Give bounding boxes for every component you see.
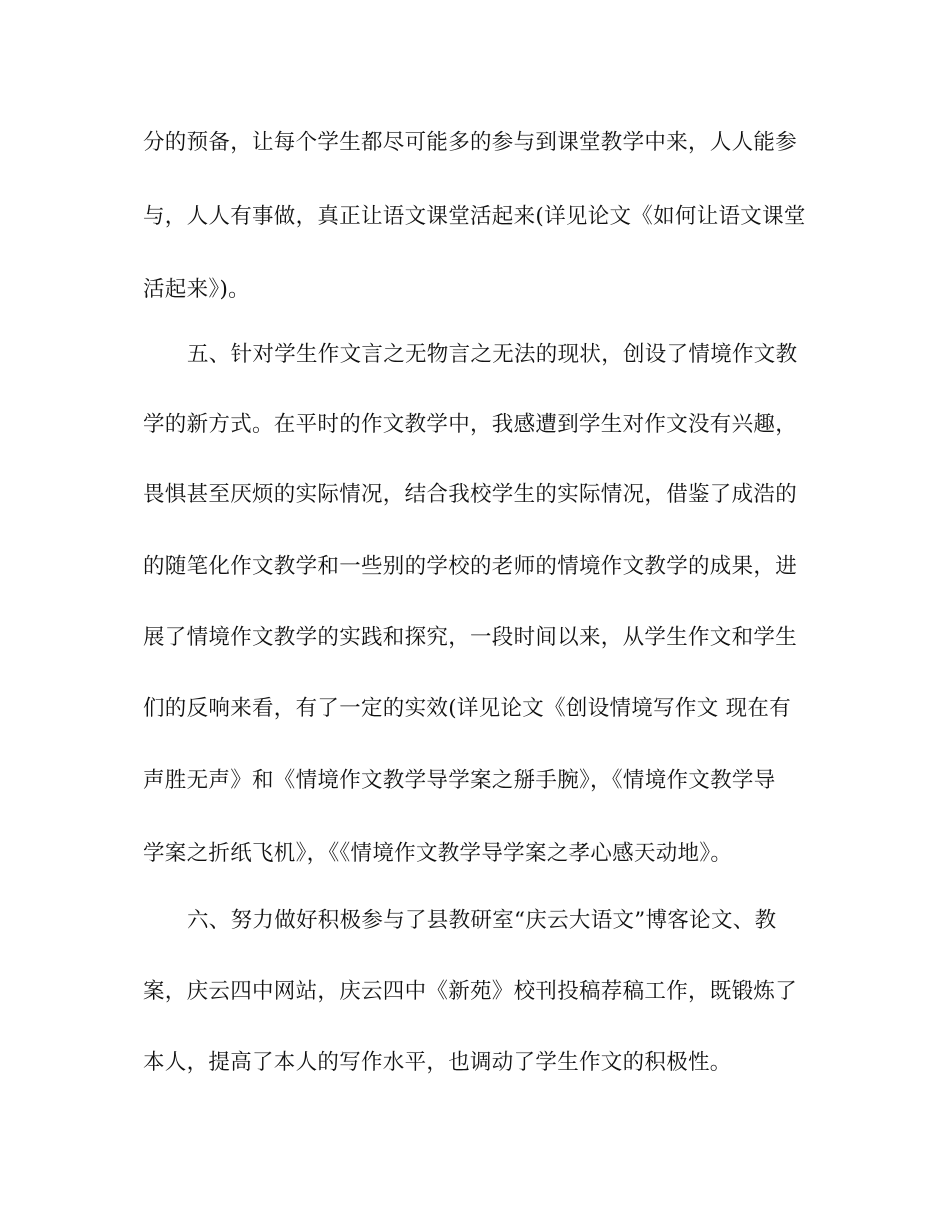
text-line: 本人，提高了本人的写作水平，也调动了学生作文的积极性。 — [143, 1050, 732, 1075]
text-line: 学的新方式。在平时的作文教学中，我感遭到学生对作文没有兴趣， — [143, 412, 798, 437]
paragraph-six-first-line: 六、努力做好积极参与了县教研室“庆云大语文”博客论文、教 — [187, 908, 777, 933]
text-line: 活起来》)。 — [143, 277, 250, 302]
text-line: 的随笔化作文教学和一些别的学校的老师的情境作文教学的成果，进 — [143, 554, 798, 579]
text-line: 畏惧甚至厌烦的实际情况，结合我校学生的实际情况，借鉴了成浩的 — [143, 482, 798, 507]
text-line: 学案之折纸飞机》，《《情境作文教学导学案之孝心感天动地》。 — [143, 841, 733, 866]
text-line: 与，人人有事做，真正让语文课堂活起来(详见论文《如何让语文课堂 — [143, 204, 806, 229]
paragraph-five-first-line: 五、针对学生作文言之无物言之无法的现状，创设了情境作文教 — [187, 342, 798, 367]
text-line: 分的预备，让每个学生都尽可能多的参与到课堂教学中来，人人能参 — [143, 130, 798, 155]
text-line: 展了情境作文教学的实践和探究，一段时间以来，从学生作文和学生 — [143, 625, 798, 650]
text-line: 案，庆云四中网站，庆云四中《新苑》校刊投稿荐稿工作，既锻炼了 — [143, 979, 798, 1004]
text-line: 声胜无声》和《情境作文教学导学案之掰手腕》，《情境作文教学导 — [143, 768, 776, 793]
text-line: 们的反响来看，有了一定的实效(详见论文《创设情境写作文 现在有 — [143, 696, 792, 721]
